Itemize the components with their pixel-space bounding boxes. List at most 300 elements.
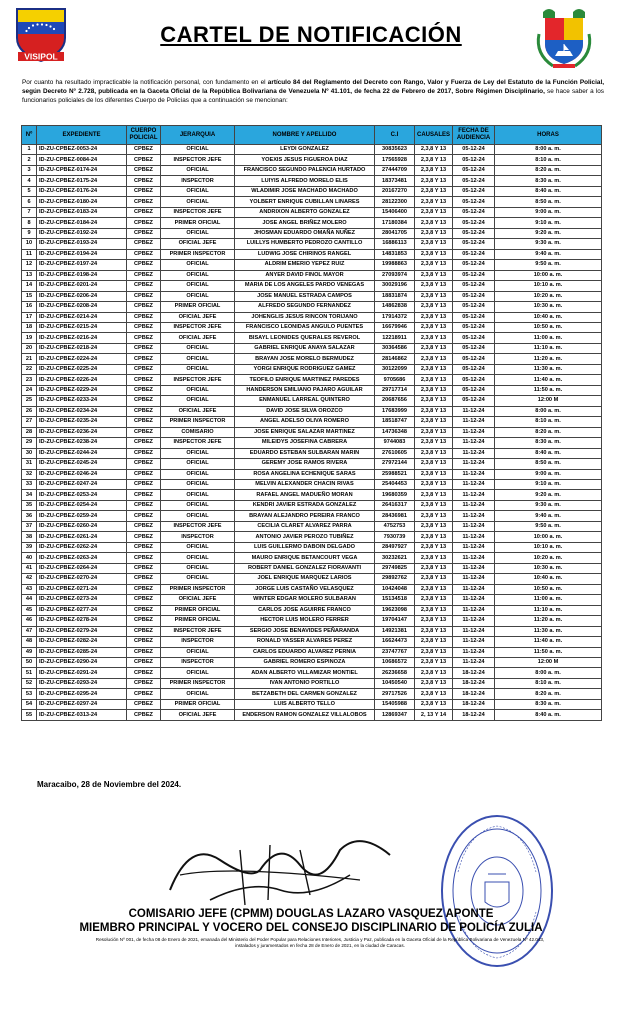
table-cell: 4 [22,176,37,186]
table-cell: 2,3,8 Y 13 [415,595,453,605]
table-cell: OFICIAL [161,364,235,374]
table-cell: CPBEZ [127,626,161,636]
table-cell: 05-12-24 [453,375,495,385]
table-cell: 27 [22,417,37,427]
table-cell: ID-ZU-CPBEZ-0295-24 [37,689,127,699]
table-cell: 10:00 a. m. [495,270,602,280]
table-cell: 39 [22,542,37,552]
table-cell: OFICIAL [161,260,235,270]
table-cell: ID-ZU-CPBEZ-0053-24 [37,145,127,155]
table-cell: 40 [22,553,37,563]
table-row [22,281,602,291]
table-cell: 2,3,8 Y 13 [415,218,453,228]
table-cell: 16679946 [375,322,415,332]
table-cell: 15406400 [375,207,415,217]
column-header: FECHA DE AUDIENCIA [453,126,495,145]
table-cell: 30122099 [375,364,415,374]
table-cell: 11:20 a. m. [495,616,602,626]
table-cell: 10:40 a. m. [495,312,602,322]
table-cell: 2,3,8 Y 13 [415,678,453,688]
table-row [22,480,602,490]
table-cell: 28146862 [375,354,415,364]
table-cell: 14736348 [375,427,415,437]
table-cell: CPBEZ [127,417,161,427]
table-cell: 14831853 [375,249,415,259]
table-cell: ID-ZU-CPBEZ-0297-24 [37,699,127,709]
table-cell: 28122300 [375,197,415,207]
table-cell: 9:30 a. m. [495,500,602,510]
table-cell: OFICIAL [161,511,235,521]
table-cell: 34 [22,490,37,500]
table-cell: ANGEL ADELSO OLIVA ROMERO [235,417,375,427]
table-cell: 10:20 a. m. [495,291,602,301]
table-cell: INSPECTOR JEFE [161,155,235,165]
table-cell: OFICIAL JEFE [161,333,235,343]
table-cell: 05-12-24 [453,249,495,259]
table-cell: 05-12-24 [453,343,495,353]
table-row [22,563,602,573]
table-cell: CPBEZ [127,186,161,196]
table-cell: 05-12-24 [453,270,495,280]
table-cell: CPBEZ [127,176,161,186]
table-cell: 30 [22,448,37,458]
table-cell: LUDWIG JOSE CHIRINOS RANGEL [235,249,375,259]
table-cell: 15405988 [375,699,415,709]
table-cell: OFICIAL JEFE [161,595,235,605]
table-cell: 47 [22,626,37,636]
table-cell: 18-12-24 [453,699,495,709]
table-cell: 05-12-24 [453,218,495,228]
table-cell: OFICIAL [161,668,235,678]
table-cell: 18-12-24 [453,689,495,699]
table-cell: ID-ZU-CPBEZ-0253-24 [37,490,127,500]
table-cell: ID-ZU-CPBEZ-0285-24 [37,647,127,657]
table-cell: 10:10 a. m. [495,542,602,552]
table-cell: ID-ZU-CPBEZ-0215-24 [37,322,127,332]
table-cell: WINTER EDGAR MOLERO SULBARAN [235,595,375,605]
table-cell: 2,3,8 Y 13 [415,343,453,353]
table-cell: INSPECTOR [161,637,235,647]
table-cell: 2,3,8 Y 13 [415,689,453,699]
table-cell: 27444709 [375,165,415,175]
table-cell: 10:50 a. m. [495,322,602,332]
table-row [22,197,602,207]
table-row [22,490,602,500]
table-cell: CPBEZ [127,427,161,437]
table-cell: 2,3,8 Y 13 [415,553,453,563]
table-cell: 2,3,8 Y 13 [415,322,453,332]
table-cell: OFICIAL [161,291,235,301]
table-cell: 30232621 [375,553,415,563]
table-cell: 11-12-24 [453,595,495,605]
table-row [22,145,602,155]
table-row [22,605,602,615]
table-row [22,165,602,175]
table-cell: 52 [22,678,37,688]
table-cell: OFICIAL [161,500,235,510]
table-cell: 05-12-24 [453,228,495,238]
table-cell: 27093974 [375,270,415,280]
table-row [22,155,602,165]
table-cell: 15134518 [375,595,415,605]
table-cell: 2,3,8 Y 13 [415,542,453,552]
table-cell: OFICIAL [161,553,235,563]
table-cell: JOSE ANGEL BRIÑEZ MOLERO [235,218,375,228]
table-row [22,302,602,312]
table-cell: 2,3,8 Y 13 [415,438,453,448]
intro-paragraph [22,78,604,105]
table-cell: OFICIAL [161,448,235,458]
table-cell: 18518747 [375,417,415,427]
table-row [22,228,602,238]
table-row [22,239,602,249]
table-cell: 9:10 a. m. [495,480,602,490]
table-cell: ID-ZU-CPBEZ-0246-24 [37,469,127,479]
table-row [22,595,602,605]
table-cell: 05-12-24 [453,302,495,312]
table-cell: ID-ZU-CPBEZ-0279-24 [37,626,127,636]
table-cell: 8:50 a. m. [495,197,602,207]
table-cell: KENDRI JAVIER ESTRADA GONZALEZ [235,500,375,510]
table-cell: JOSE ENRIQUE SALAZAR MARTINEZ [235,427,375,437]
table-cell: 8:30 a. m. [495,176,602,186]
table-cell: COMISARIO [161,427,235,437]
table-cell: 17914372 [375,312,415,322]
table-cell: 8:00 a. m. [495,406,602,416]
table-cell: CPBEZ [127,385,161,395]
table-cell: 8:10 a. m. [495,155,602,165]
table-cell: 9:30 a. m. [495,239,602,249]
table-cell: INSPECTOR JEFE [161,438,235,448]
table-cell: 5 [22,186,37,196]
table-cell: OFICIAL [161,469,235,479]
table-cell: 05-12-24 [453,312,495,322]
table-cell: 20 [22,343,37,353]
table-cell: 10:40 a. m. [495,574,602,584]
table-cell: 46 [22,616,37,626]
signer-role: MIEMBRO PRINCIPAL Y VOCERO DEL CONSEJO DISCIPLINARIO DE POLICÍA ZULIA [79,922,543,934]
table-cell: ID-ZU-CPBEZ-0234-24 [37,406,127,416]
table-cell: 35 [22,500,37,510]
table-cell: CPBEZ [127,584,161,594]
table-cell: ALDRIM EMERIO YEPEZ RUIZ [235,260,375,270]
table-cell: 24 [22,385,37,395]
table-cell: CPBEZ [127,459,161,469]
table-cell: 33 [22,480,37,490]
table-cell: 15 [22,291,37,301]
table-cell: CPBEZ [127,689,161,699]
table-cell: LUILLYS HUMBERTO PEDROZO CANTILLO [235,239,375,249]
table-cell: 9:20 a. m. [495,228,602,238]
table-cell: 41 [22,563,37,573]
table-row [22,584,602,594]
table-cell: 11:50 a. m. [495,647,602,657]
table-cell: ID-ZU-CPBEZ-0263-24 [37,553,127,563]
table-cell: 8:40 a. m. [495,710,602,720]
table-cell: ROSA ANGELINA ECHENIQUE SARAS [235,469,375,479]
table-row [22,375,602,385]
handwritten-signature [150,820,410,910]
table-cell: 05-12-24 [453,239,495,249]
table-cell: CPBEZ [127,511,161,521]
table-cell: CPBEZ [127,281,161,291]
column-header: NOMBRE Y APELLIDO [235,126,375,145]
table-cell: 43 [22,584,37,594]
table-cell: 29717526 [375,689,415,699]
table-body [22,145,602,721]
table-cell: MAURO ENRIQUE BETANCOURT VEGA [235,553,375,563]
table-row [22,678,602,688]
table-cell: ID-ZU-CPBEZ-0180-24 [37,197,127,207]
table-cell: ID-ZU-CPBEZ-0261-24 [37,532,127,542]
table-cell: FRANCISCO LEONIDAS ANGULO PUENTES [235,322,375,332]
table-cell: 11:00 a. m. [495,595,602,605]
table-cell: CPBEZ [127,322,161,332]
table-row [22,668,602,678]
table-cell: 11:30 a. m. [495,364,602,374]
table-cell: 2,3,8 Y 13 [415,302,453,312]
table-cell: JOHENGLIS JESUS RINCON TORIJANO [235,312,375,322]
table-cell: 11:40 a. m. [495,375,602,385]
table-cell: 2,3,8 Y 13 [415,448,453,458]
table-cell: 11-12-24 [453,406,495,416]
table-cell: 11-12-24 [453,563,495,573]
table-cell: 10424048 [375,584,415,594]
table-row [22,710,602,720]
table-cell: PRIMER OFICIAL [161,699,235,709]
table-cell: ID-ZU-CPBEZ-0175-24 [37,176,127,186]
table-cell: 11-12-24 [453,605,495,615]
table-cell: CPBEZ [127,490,161,500]
table-cell: 2,3,8 Y 13 [415,657,453,667]
table-cell: ID-ZU-CPBEZ-0235-24 [37,417,127,427]
table-cell: 18373481 [375,176,415,186]
table-cell: ID-ZU-CPBEZ-0245-24 [37,459,127,469]
table-cell: 18831874 [375,291,415,301]
table-cell: MELVIN ALEXANDER CHACIN RIVAS [235,480,375,490]
table-cell: CPBEZ [127,480,161,490]
table-cell: 11-12-24 [453,657,495,667]
table-cell: OFICIAL [161,343,235,353]
table-cell: 9705686 [375,375,415,385]
table-cell: ROBERT DANIEL GONZALEZ FIORAVANTI [235,563,375,573]
table-cell: CPBEZ [127,145,161,155]
table-cell: LUIYIS ALFREDO MORELO ELIS [235,176,375,186]
table-cell: DAVID JOSE SILVA OROZCO [235,406,375,416]
table-cell: 2,3,8 Y 13 [415,249,453,259]
table-row [22,448,602,458]
column-header: EXPEDIENTE [37,126,127,145]
table-cell: 2,3,8 Y 13 [415,270,453,280]
table-cell: 17180384 [375,218,415,228]
table-cell: CPBEZ [127,239,161,249]
table-cell: ID-ZU-CPBEZ-0254-24 [37,500,127,510]
table-cell: OFICIAL JEFE [161,710,235,720]
table-cell: 25 [22,396,37,406]
table-cell: 23 [22,375,37,385]
table-cell: ID-ZU-CPBEZ-0244-24 [37,448,127,458]
table-cell: ID-ZU-CPBEZ-0198-24 [37,270,127,280]
table-cell: 38 [22,532,37,542]
table-cell: OFICIAL [161,490,235,500]
column-header: CUERPO POLICIAL [127,126,161,145]
table-cell: 4752753 [375,521,415,531]
table-cell: 28 [22,427,37,437]
table-cell: 11-12-24 [453,542,495,552]
table-cell: ID-ZU-CPBEZ-0290-24 [37,657,127,667]
table-cell: 36 [22,511,37,521]
table-cell: 05-12-24 [453,364,495,374]
table-cell: 54 [22,699,37,709]
table-cell: 9:50 a. m. [495,260,602,270]
table-cell: 2,3,8 Y 13 [415,186,453,196]
table-cell: 7 [22,207,37,217]
table-cell: 10450540 [375,678,415,688]
table-cell: INSPECTOR JEFE [161,375,235,385]
table-cell: OFICIAL [161,689,235,699]
table-cell: 05-12-24 [453,155,495,165]
table-cell: CPBEZ [127,563,161,573]
table-cell: CPBEZ [127,710,161,720]
table-row [22,438,602,448]
table-cell: 05-12-24 [453,165,495,175]
table-cell: ID-ZU-CPBEZ-0183-24 [37,207,127,217]
table-cell: 26416317 [375,500,415,510]
table-cell: 8:50 a. m. [495,459,602,469]
table-cell: 19988863 [375,260,415,270]
table-cell: CPBEZ [127,333,161,343]
table-row [22,553,602,563]
table-cell: 30835623 [375,145,415,155]
table-cell: 9:00 a. m. [495,207,602,217]
table-cell: 10:00 a. m. [495,532,602,542]
table-cell: 2,3,8 Y 13 [415,480,453,490]
table-cell: 2,3,8 Y 13 [415,207,453,217]
table-cell: 8:00 a. m. [495,145,602,155]
table-cell: CPBEZ [127,343,161,353]
table-row [22,333,602,343]
table-cell: ID-ZU-CPBEZ-0208-24 [37,302,127,312]
table-row [22,699,602,709]
table-cell: CPBEZ [127,155,161,165]
table-cell: YOEXIS JESUS FIGUEROA DIAZ [235,155,375,165]
table-cell: 2,3,8 Y 13 [415,605,453,615]
table-row [22,207,602,217]
table-cell: 22 [22,364,37,374]
table-row [22,260,602,270]
table-cell: 11-12-24 [453,469,495,479]
table-cell: 11:40 a. m. [495,637,602,647]
notification-table-wrapper [21,125,601,721]
table-cell: YORGI ENRIQUE RODRIGUEZ GAMEZ [235,364,375,374]
table-cell: 8:20 a. m. [495,165,602,175]
table-cell: 10686572 [375,657,415,667]
table-row [22,176,602,186]
table-cell: 2,3,8 Y 13 [415,333,453,343]
table-cell: ID-ZU-CPBEZ-0174-24 [37,165,127,175]
table-row [22,637,602,647]
table-cell: CPBEZ [127,678,161,688]
table-cell: ENMANUEL LARREAL QUINTERO [235,396,375,406]
table-cell: OFICIAL [161,385,235,395]
table-cell: PRIMER INSPECTOR [161,249,235,259]
table-cell: CPBEZ [127,521,161,531]
table-cell: 12:00 M [495,396,602,406]
table-cell: OFICIAL [161,396,235,406]
table-cell: 05-12-24 [453,260,495,270]
table-cell: 21 [22,354,37,364]
table-cell: OFICIAL JEFE [161,239,235,249]
table-cell: 2,3,8 Y 13 [415,312,453,322]
table-cell: 8:40 a. m. [495,186,602,196]
table-cell: INSPECTOR JEFE [161,521,235,531]
table-cell: ID-ZU-CPBEZ-0270-24 [37,574,127,584]
table-row [22,427,602,437]
table-cell: FRANCISCO SEGUNDO PALENCIA HURTADO [235,165,375,175]
table-cell: 2,3,8 Y 13 [415,176,453,186]
table-cell: 11-12-24 [453,532,495,542]
table-cell: 11-12-24 [453,637,495,647]
table-cell: 2,3,8 Y 13 [415,281,453,291]
table-cell: 10:50 a. m. [495,584,602,594]
table-cell: INSPECTOR JEFE [161,322,235,332]
table-cell: 18-12-24 [453,678,495,688]
table-cell: 49 [22,647,37,657]
table-cell: 10:30 a. m. [495,302,602,312]
table-cell: 11-12-24 [453,616,495,626]
table-cell: 2,3,8 Y 13 [415,385,453,395]
table-cell: 2,3,8 Y 13 [415,511,453,521]
table-cell: ADAN ALBERTO VILLAMIZAR MONTIEL [235,668,375,678]
column-header: HORAS [495,126,602,145]
resolution-note: Resolución Nº 001, de fecha 08 de Enero de 2021, emanada del Ministerio del Poder Popular para Relaciones Interiores, Justicia y Paz, publicada en la Gaceta Oficial de la República Bolivariana de Venezuela Nº 42.043, instalados y juramentados en fecha 28 de Enero de 2021, en la ciudad de Caracas. [95,937,545,948]
table-cell: BRAYAN JOSE MORELO BERMUDEZ [235,354,375,364]
table-cell: CPBEZ [127,218,161,228]
table-cell: ALFREDO SEGUNDO FERNANDEZ [235,302,375,312]
table-cell: 14921381 [375,626,415,636]
table-cell: CARLOS EDUARDO ALVAREZ PERNIA [235,647,375,657]
table-cell: CPBEZ [127,500,161,510]
table-cell: 2,3,8 Y 13 [415,155,453,165]
table-row [22,417,602,427]
table-cell: RAFAEL ANGEL MADUEÑO MORAN [235,490,375,500]
table-cell: 11-12-24 [453,647,495,657]
table-cell: 2,3,8 Y 13 [415,260,453,270]
table-cell: 26236658 [375,668,415,678]
table-cell: CPBEZ [127,291,161,301]
table-cell: 05-12-24 [453,385,495,395]
table-cell: CPBEZ [127,260,161,270]
table-cell: CPBEZ [127,647,161,657]
table-row [22,469,602,479]
table-cell: 10:30 a. m. [495,563,602,573]
table-cell: OFICIAL [161,542,235,552]
table-cell: 2,3,8 Y 13 [415,647,453,657]
table-row [22,186,602,196]
table-cell: ID-ZU-CPBEZ-0236-24 [37,427,127,437]
table-cell: 19623098 [375,605,415,615]
table-cell: CPBEZ [127,364,161,374]
table-cell: 05-12-24 [453,281,495,291]
table-cell: JORGE LUIS CASTAÑO VELASQUEZ [235,584,375,594]
table-cell: ENDERSON RAMON GONZALEZ VILLALOBOS [235,710,375,720]
table-cell: 11-12-24 [453,490,495,500]
table-cell: 8:00 a. m. [495,668,602,678]
table-cell: OFICIAL [161,281,235,291]
table-row [22,689,602,699]
table-cell: WLADIMIR JOSE MACHADO MACHADO [235,186,375,196]
table-cell: 2,3,8 Y 13 [415,375,453,385]
